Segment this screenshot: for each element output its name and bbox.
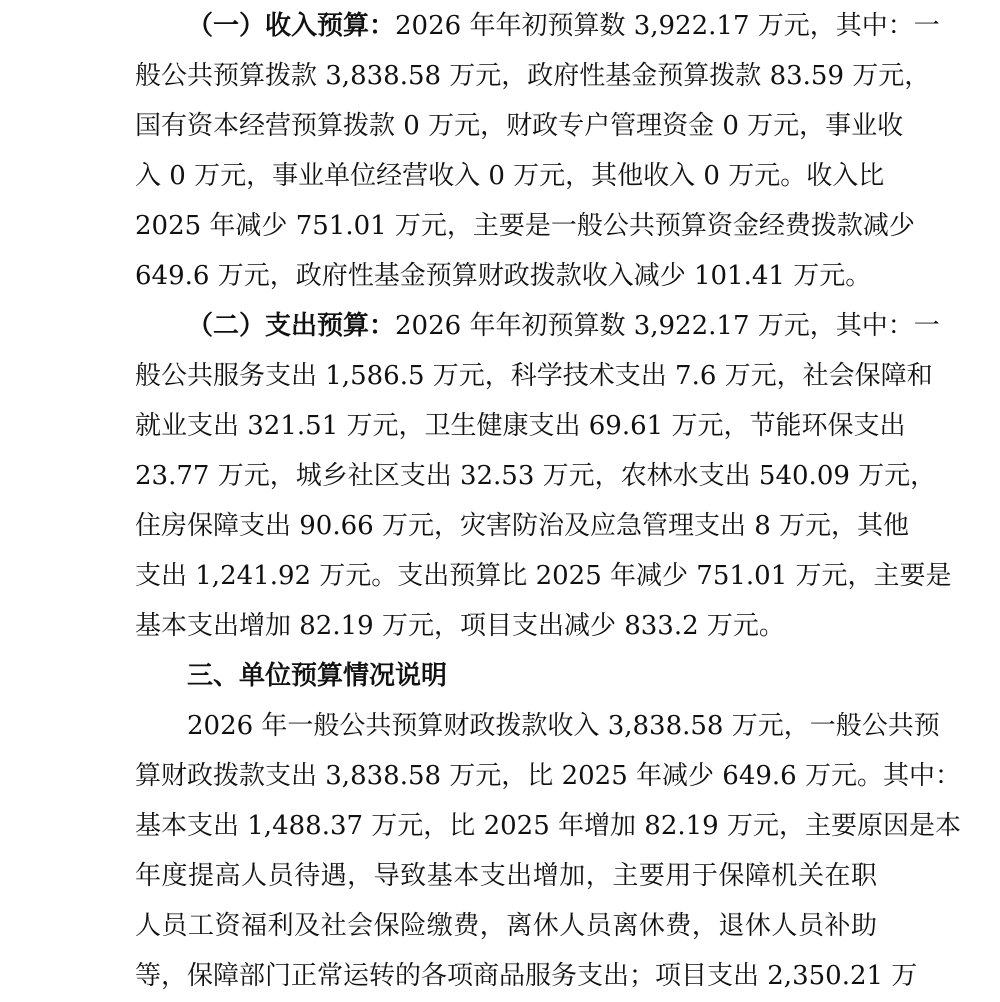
- para1-line2: 般公共预算拨款 3,838.58 万元，政府性基金预算拨款 83.59 万元，: [135, 61, 931, 91]
- section3-heading: 三、单位预算情况说明: [187, 661, 448, 691]
- para1-heading: （一）收入预算：: [187, 11, 396, 41]
- para2-line3: 就业支出 321.51 万元，卫生健康支出 69.61 万元，节能环保支出: [135, 411, 906, 441]
- para1-line1: [187, 6, 940, 46]
- para2-line1-text: 2026 年年初预算数 3,922.17 万元，其中：一: [395, 311, 940, 341]
- para3-line6: 等，保障部门正常运转的各项商品服务支出；项目支出 2,350.21 万: [135, 961, 918, 991]
- para3-line5: 人员工资福利及社会保险缴费，离休人员离休费，退休人员补助: [135, 911, 877, 941]
- para2-line5: 住房保障支出 90.66 万元，灾害防治及应急管理支出 8 万元，其他: [135, 511, 910, 541]
- para3-line4: 年度提高人员待遇，导致基本支出增加，主要用于保障机关在职: [135, 861, 877, 891]
- para3-line3: 基本支出 1,488.37 万元，比 2025 年增加 82.19 万元，主要原因是本: [135, 811, 961, 841]
- para1-line5: 2025 年减少 751.01 万元，主要是一般公共预算资金经费拨款减少: [135, 211, 915, 241]
- para2-line4: 23.77 万元，城乡社区支出 32.53 万元，农林水支出 540.09 万元，: [135, 461, 937, 491]
- para2-line1: [187, 306, 940, 346]
- para3-line1: 2026 年一般公共预算财政拨款收入 3,838.58 万元，一般公共预: [187, 711, 940, 741]
- para1-line4: 入 0 万元，事业单位经营收入 0 万元，其他收入 0 万元。收入比: [135, 161, 885, 191]
- para2-line2: 般公共服务支出 1,586.5 万元，科学技术支出 7.6 万元，社会保障和: [135, 361, 933, 391]
- para1-line6: 649.6 万元，政府性基金预算财政拨款收入减少 101.41 万元。: [135, 261, 872, 291]
- para1-line1-text: 2026 年年初预算数 3,922.17 万元，其中：一: [395, 11, 940, 41]
- para2-heading: （二）支出预算：: [187, 311, 396, 341]
- para1-line3: 国有资本经营预算拨款 0 万元，财政专户管理资金 0 万元，事业收: [135, 111, 904, 141]
- para2-line6: 支出 1,241.92 万元。支出预算比 2025 年减少 751.01 万元，主要是: [135, 561, 952, 591]
- para2-line7: 基本支出增加 82.19 万元，项目支出减少 833.2 万元。: [135, 611, 785, 641]
- para3-line2: 算财政拨款支出 3,838.58 万元，比 2025 年减少 649.6 万元。其中：: [135, 761, 961, 791]
